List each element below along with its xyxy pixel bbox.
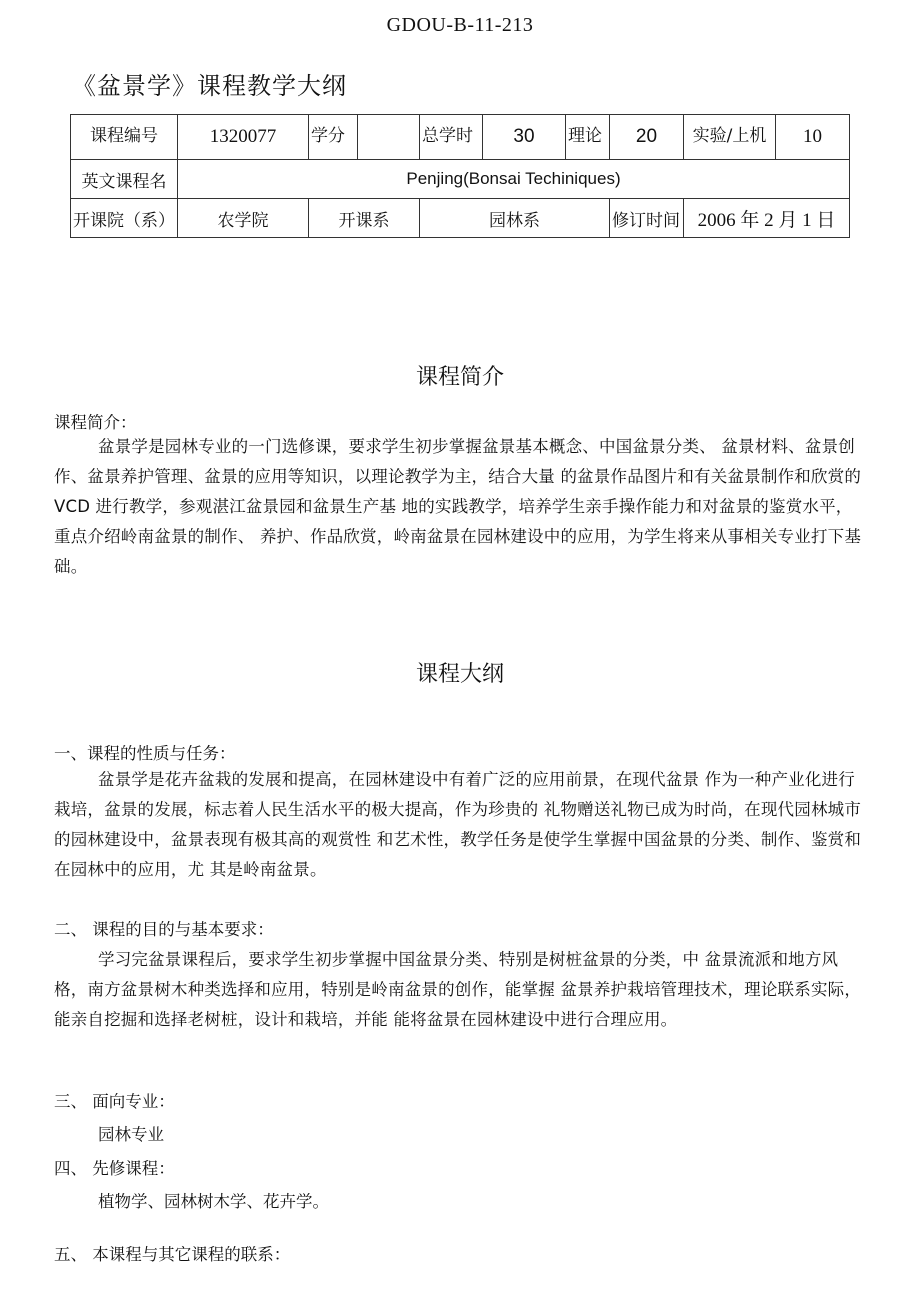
credit-label: 学分 bbox=[309, 115, 358, 160]
lab-label: 实验/上机 bbox=[684, 115, 776, 160]
course-info-table bbox=[70, 114, 850, 238]
college-value: 农学院 bbox=[178, 199, 309, 238]
college-label: 开课院（系） bbox=[71, 199, 178, 238]
document-code: GDOU-B-11-213 bbox=[386, 14, 534, 36]
table-row bbox=[71, 115, 850, 160]
revision-label: 修订时间 bbox=[610, 199, 684, 238]
credit-value bbox=[358, 115, 420, 160]
course-no-label: 课程编号 bbox=[71, 115, 178, 160]
section-3-content: 园林专业 bbox=[98, 1125, 164, 1144]
outline-section-title: 课程大纲 bbox=[415, 662, 504, 687]
dept-label: 开课系 bbox=[309, 199, 420, 238]
document-title: 《盆景学》课程教学大纲 bbox=[72, 72, 347, 100]
section-2-heading: 二、 课程的目的与基本要求： bbox=[54, 920, 274, 939]
total-hours-value: 30 bbox=[483, 115, 566, 160]
theory-hours-value: 20 bbox=[610, 115, 684, 160]
dept-value: 园林系 bbox=[420, 199, 610, 238]
section-3-heading: 三、 面向专业： bbox=[54, 1092, 175, 1111]
intro-label: 课程简介： bbox=[54, 413, 137, 432]
theory-label: 理论 bbox=[566, 115, 610, 160]
section-5-heading: 五、 本课程与其它课程的联系： bbox=[54, 1245, 291, 1264]
course-no-value: 1320077 bbox=[178, 115, 309, 160]
english-name-label: 英文课程名 bbox=[71, 160, 178, 199]
intro-paragraph: 盆景学是园林专业的一门选修课，要求学生初步掌握盆景基本概念、中国盆景分类、 盆景材料、盆景创作、盆景养护管理、盆景的应用等知识，以理论教学为主，结合大量 的盆景作品图片和有关盆景制作和欣赏的 VCD 进行教学，参观湛江盆景园和盆景生产基 地的实践教学，培养学生亲手操作能力和对盆景的鉴赏水平，重点介绍岭南盆景的制作、 养护、作品欣赏，岭南盆景在园林建设中的应用，为学生将来从事相关专业打下基础。 bbox=[54, 437, 862, 576]
section-1-heading: 一、课程的性质与任务： bbox=[54, 744, 236, 763]
table-row bbox=[71, 199, 850, 238]
table-row bbox=[71, 160, 850, 199]
lab-hours-value: 10 bbox=[776, 115, 850, 160]
total-hours-label: 总学时 bbox=[420, 115, 483, 160]
section-4-content: 植物学、园林树木学、花卉学。 bbox=[98, 1192, 329, 1211]
section-2-paragraph: 学习完盆景课程后，要求学生初步掌握中国盆景分类、特别是树桩盆景的分类，中 盆景流派和地方风格，南方盆景树木种类选择和应用，特别是岭南盆景的创作，能掌握 盆景养护栽培管理技术，理论联系实际，能亲自挖掘和选择老树桩，设计和栽培，并能 能将盆景在园林建设中进行合理应用。 bbox=[54, 950, 862, 1029]
section-1-paragraph: 盆景学是花卉盆栽的发展和提高，在园林建设中有着广泛的应用前景，在现代盆景 作为一种产业化进行栽培，盆景的发展，标志着人民生活水平的极大提高，作为珍贵的 礼物赠送礼物已成为时尚，在现代园林城市的园林建设中，盆景表现有极其高的观赏性 和艺术性，教学任务是使学生掌握中国盆景的分类、制作、鉴赏和在园林中的应用，尤 其是岭南盆景。 bbox=[54, 770, 862, 879]
intro-section-title: 课程简介 bbox=[415, 365, 504, 390]
revision-date: 2006 年 2 月 1 日 bbox=[684, 199, 850, 238]
english-name-value: Penjing(Bonsai Techiniques) bbox=[178, 160, 850, 199]
section-4-heading: 四、 先修课程： bbox=[54, 1159, 175, 1178]
